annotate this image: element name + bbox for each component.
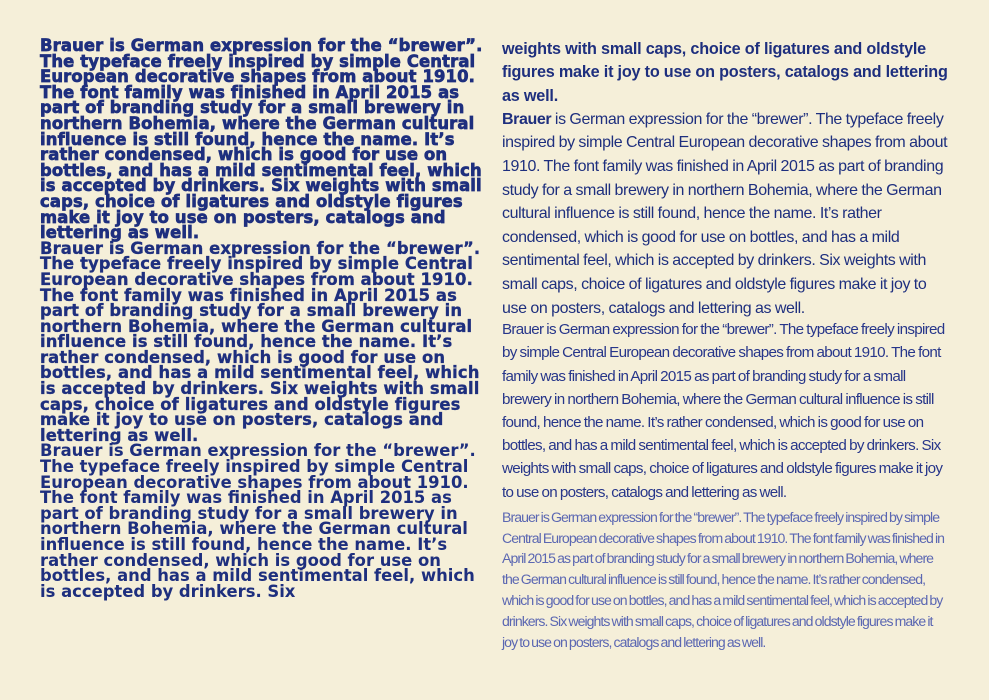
specimen-paragraph-regular-body: is German expression for the “brewer”. The typeface freely inspired by simple Central European decorative shapes from about 1910. The font family was finished in April 2015 as part of branding study for a small brewery in northern Bohemia, where the German cultural influence is still found, hence the name. It’s rather condensed, which is good for use on bottles, and has a mild sentimental feel, which is accepted by drinkers. Six weights with small caps, choice of ligatures and oldstyle figures make it joy to use on posters, catalogs and lettering as well. [502,110,948,317]
specimen-paragraph-heavy: Brauer is German expression for the “brewer”. The typeface freely inspired by simple Central European decorative shapes from about 1910. The font family was finished in April 2015 as part of branding study for a small brewery in northern Bohemia, where the German cultural influence is still found, hence the name. It’s rather condensed, which is good for use on bottles, and has a mild sentimental feel, which is accepted by drinkers. Six weights with small caps, choice of ligatures and oldstyle figures make it joy to use on posters, catalogs and lettering as well. [40,238,481,445]
specimen-paragraph-black: Brauer is German expression for the “brewer”. The typeface freely inspired by simple Central European decorative shapes from about 1910. The font family was finished in April 2015 as part of branding study for a small brewery in northern Bohemia, where the German cultural influence is still found, hence the name. It’s rather condensed, which is good for use on bottles, and has a mild sentimental feel, which is accepted by drinkers. Six weights with small caps, choice of ligatures and oldstyle figures make it joy to use on posters, catalogs and lettering as well. [40,36,483,243]
specimen-paragraph-thin: Brauer is German expression for the “brewer”. The typeface freely inspired by simple Central European decorative shapes from about 1910. The font family was finished in April 2015 as part of branding study for a small brewery in northern Bohemia, where the German cultural influence is still found, hence the name. It’s rather condensed, which is good for use on bottles, and has a mild sentimental feel, which is accepted by drinkers. Six weights with small caps, choice of ligatures and oldstyle figures make it joy to use on posters, catalogs and lettering as well. [502,508,945,650]
left-column [40,38,486,599]
right-column [502,38,948,652]
specimen-paragraph-regular-lead: Brauer [502,110,552,128]
specimen-paragraph-light: Brauer is German expression for the “brewer”. The typeface freely inspired by simple Central European decorative shapes from about 1910. The font family was finished in April 2015 as part of branding study for a small brewery in northern Bohemia, where the German cultural influence is still found, hence the name. It’s rather condensed, which is good for use on bottles, and has a mild sentimental feel, which is accepted by drinkers. Six weights with small caps, choice of ligatures and oldstyle figures make it joy to use on posters, catalogs and lettering as well. [502,321,945,501]
specimen-paragraph-semibold-continued: weights with small caps, choice of ligatures and oldstyle figures make it joy to use on posters, catalogs and lettering as well. [502,40,948,105]
specimen-paragraph-regular [502,108,948,320]
specimen-paragraph-bold: Brauer is German expression for the “brewer”. The typeface freely inspired by simple Central European decorative shapes from about 1910. The font family was finished in April 2015 as part of branding study for a small brewery in northern Bohemia, where the German cultural influence is still found, hence the name. It’s rather condensed, which is good for use on bottles, and has a mild sentimental feel, which is accepted by drinkers. Six [40,441,476,601]
